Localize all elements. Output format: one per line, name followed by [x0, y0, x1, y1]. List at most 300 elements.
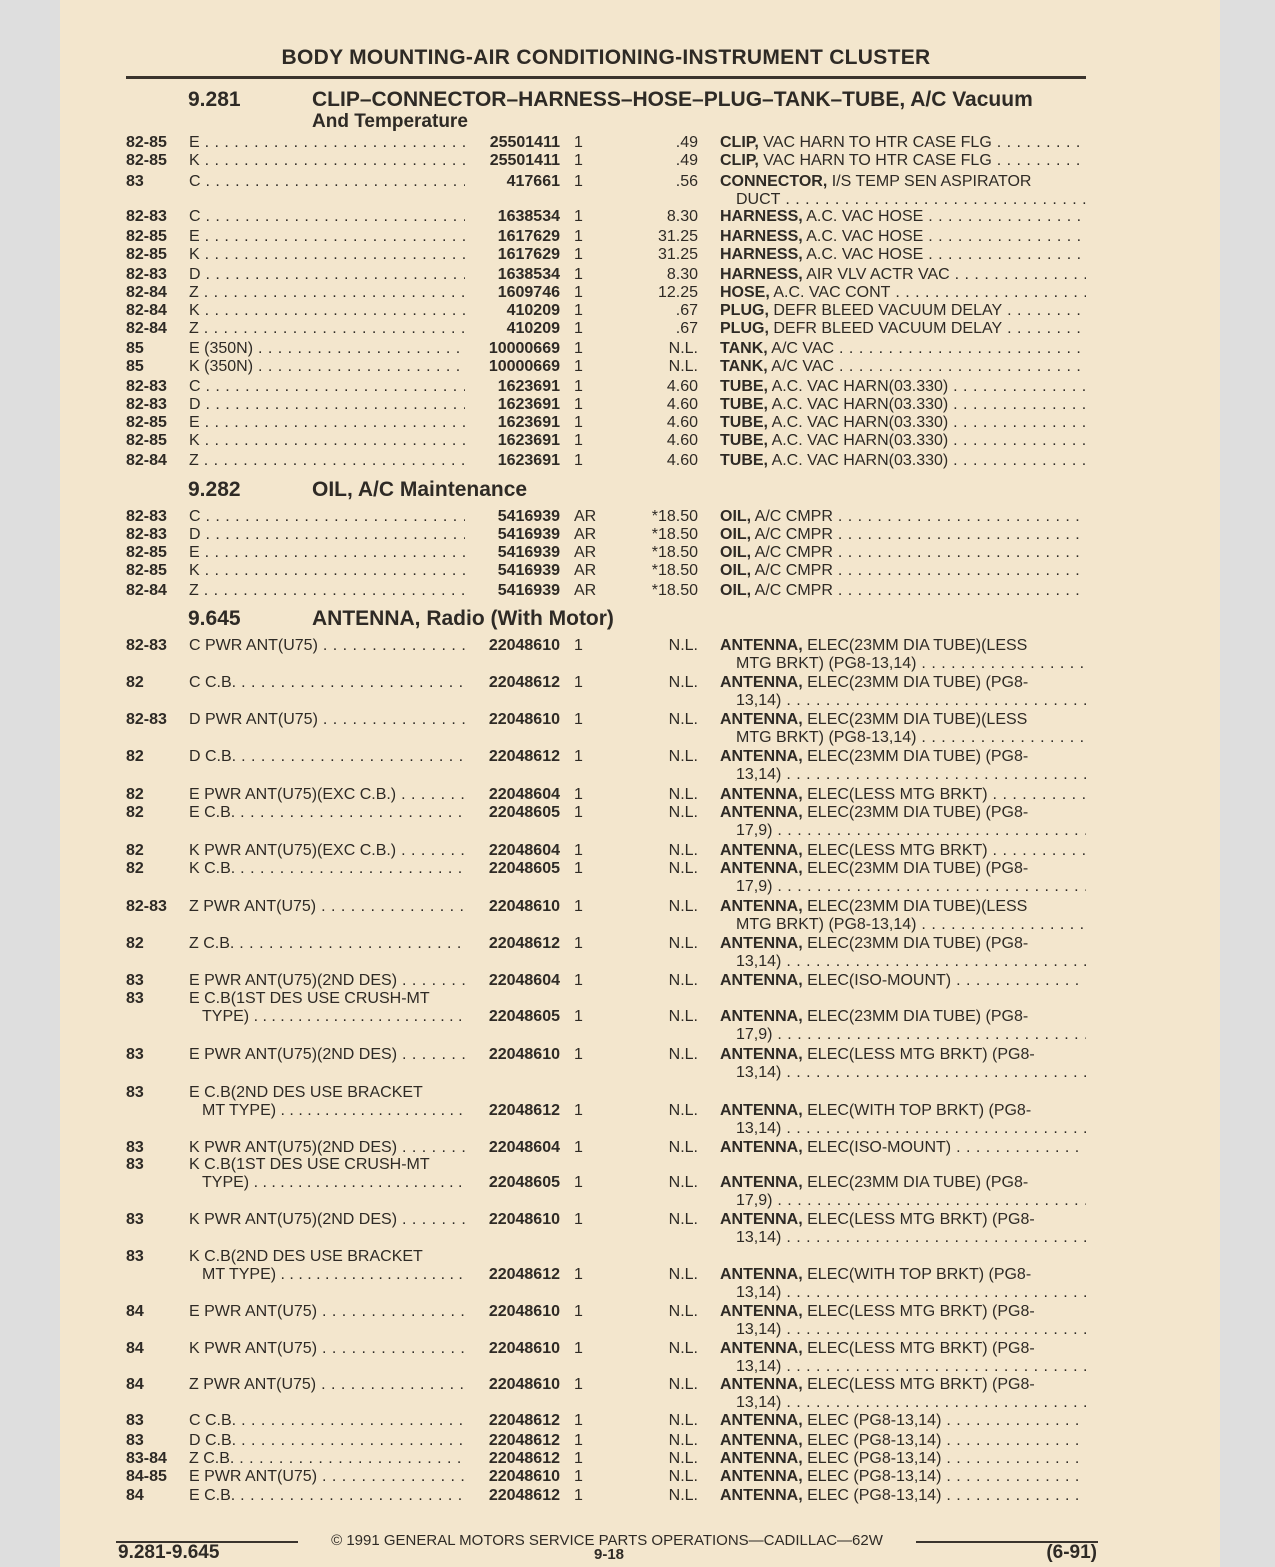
- part-number: 22048604: [488, 972, 560, 989]
- price: N.L.: [668, 1376, 698, 1393]
- price: N.L.: [668, 1340, 698, 1357]
- part-number: 22048610: [488, 1340, 560, 1357]
- section-title: [188, 88, 1033, 131]
- part-description-continued: 17,9) . . .: [736, 878, 1086, 896]
- model-code: D C.B. . . .: [189, 748, 465, 766]
- part-description: [720, 582, 1086, 600]
- part-name: ANTENNA,: [720, 1046, 803, 1063]
- quantity: 1: [574, 935, 583, 952]
- quantity: 1: [574, 1174, 583, 1191]
- year-range: 84: [126, 1487, 144, 1504]
- price: 4.60: [666, 378, 698, 395]
- part-number: 22048612: [488, 1432, 560, 1449]
- part-name: PLUG,: [720, 320, 769, 337]
- model-code: K PWR ANT(U75) . . .: [189, 1340, 465, 1358]
- part-description-continued: 13,14) . . .: [736, 766, 1086, 784]
- table-row: [126, 1468, 1086, 1486]
- part-name: ANTENNA,: [720, 1487, 803, 1504]
- part-description: [720, 711, 1086, 729]
- part-name: ANTENNA,: [720, 1376, 803, 1393]
- year-range: 84: [126, 1376, 144, 1393]
- price: .49: [675, 152, 698, 169]
- year-range: 82-83: [126, 208, 167, 225]
- part-description: [720, 452, 1086, 470]
- part-number: 1617629: [497, 246, 560, 263]
- quantity: 1: [574, 246, 583, 263]
- part-detail: ELEC(23MM DIA TUBE)(LESS: [807, 637, 1028, 654]
- quantity: 1: [574, 1487, 583, 1504]
- model-code: Z PWR ANT(U75) . . .: [189, 1376, 465, 1394]
- model-code: Z C.B. . . .: [189, 935, 465, 953]
- part-description: [720, 340, 1086, 358]
- price: N.L.: [668, 786, 698, 803]
- year-range: 82-85: [126, 544, 167, 561]
- part-detail: ELEC(23MM DIA TUBE) (PG8-: [807, 1174, 1029, 1191]
- year-range: 82-84: [126, 582, 167, 599]
- model-code: C PWR ANT(U75) . . .: [189, 637, 465, 655]
- part-name: ANTENNA,: [720, 1340, 803, 1357]
- part-detail: A/C VAC: [771, 340, 835, 357]
- part-detail: A.C. VAC HOSE: [806, 246, 924, 263]
- model-code: K . . .: [189, 246, 465, 264]
- part-number: 410209: [506, 302, 560, 319]
- model-code: K . . .: [189, 432, 465, 450]
- price: N.L.: [668, 637, 698, 654]
- model-code: Z . . .: [189, 452, 465, 470]
- model-code: C . . .: [189, 208, 465, 226]
- year-range: 82: [126, 860, 144, 877]
- quantity: AR: [574, 508, 597, 525]
- year-range: 82: [126, 786, 144, 803]
- part-description: [720, 320, 1086, 338]
- table-row: [126, 1211, 1086, 1229]
- price: 31.25: [657, 228, 698, 245]
- part-description: [720, 508, 1086, 526]
- part-description: [720, 1174, 1086, 1192]
- part-description: [720, 1432, 1086, 1450]
- price: *18.50: [651, 582, 698, 599]
- year-range: 82-83: [126, 378, 167, 395]
- quantity: AR: [574, 526, 597, 543]
- table-row: [126, 544, 1086, 562]
- model-code: E PWR ANT(U75)(2ND DES) . . .: [189, 1046, 465, 1064]
- part-number: 22048604: [488, 1139, 560, 1156]
- quantity: 1: [574, 1046, 583, 1063]
- part-detail: DEFR BLEED VACUUM DELAY: [773, 320, 1003, 337]
- quantity: AR: [574, 582, 597, 599]
- part-name: OIL,: [720, 582, 752, 599]
- year-range: 82-85: [126, 246, 167, 263]
- year-range: 83: [126, 972, 144, 989]
- year-range: 83: [126, 1412, 144, 1429]
- part-name: OIL,: [720, 508, 752, 525]
- quantity: 1: [574, 173, 583, 190]
- table-row: [126, 508, 1086, 526]
- part-description: [720, 396, 1086, 414]
- part-detail: ELEC(23MM DIA TUBE) (PG8-: [807, 804, 1029, 821]
- quantity: 1: [574, 972, 583, 989]
- table-row: [126, 414, 1086, 432]
- part-number: 22048604: [488, 842, 560, 859]
- table-row: [126, 935, 1086, 953]
- price: *18.50: [651, 508, 698, 525]
- part-description: [720, 804, 1086, 822]
- model-code: K . . .: [189, 562, 465, 580]
- table-row: [126, 748, 1086, 766]
- part-description-continued: 13,14) . . .: [736, 1229, 1086, 1247]
- model-code: E (350N) . . .: [189, 340, 465, 358]
- table-row: [126, 1487, 1086, 1505]
- quantity: 1: [574, 1102, 583, 1119]
- part-name: ANTENNA,: [720, 1412, 803, 1429]
- price: N.L.: [668, 804, 698, 821]
- price: N.L.: [668, 748, 698, 765]
- part-description: [720, 674, 1086, 692]
- quantity: 1: [574, 860, 583, 877]
- quantity: 1: [574, 1211, 583, 1228]
- footer-date: (6-91): [1046, 1542, 1097, 1563]
- part-description: [720, 208, 1086, 226]
- part-name: ANTENNA,: [720, 1102, 803, 1119]
- part-description: [720, 284, 1086, 302]
- table-row: [126, 302, 1086, 320]
- model-code: Z C.B. . . .: [189, 1450, 465, 1468]
- year-range: 82: [126, 674, 144, 691]
- section-subtitle: And Temperature: [312, 111, 468, 132]
- table-row: [126, 266, 1086, 284]
- part-name: ANTENNA,: [720, 1432, 803, 1449]
- part-number: 22048612: [488, 1102, 560, 1119]
- part-description: [720, 228, 1086, 246]
- price: *18.50: [651, 544, 698, 561]
- price: 8.30: [666, 266, 698, 283]
- model-code: D . . .: [189, 396, 465, 414]
- table-row: [126, 246, 1086, 264]
- part-detail: VAC HARN TO HTR CASE FLG: [763, 134, 992, 151]
- model-code: D . . .: [189, 526, 465, 544]
- price: N.L.: [668, 1412, 698, 1429]
- year-range: 82-84: [126, 302, 167, 319]
- part-number: 22048605: [488, 1008, 560, 1025]
- part-name: HARNESS,: [720, 208, 803, 225]
- model-code: Z . . .: [189, 582, 465, 600]
- part-name: OIL,: [720, 544, 752, 561]
- part-number: 5416939: [497, 508, 560, 525]
- part-description: [720, 786, 1086, 804]
- price: 4.60: [666, 432, 698, 449]
- model-code: C . . .: [189, 378, 465, 396]
- part-number: 22048610: [488, 711, 560, 728]
- part-description: [720, 1468, 1086, 1486]
- part-description: [720, 637, 1086, 655]
- quantity: 1: [574, 1468, 583, 1485]
- part-detail: ELEC(23MM DIA TUBE)(LESS: [807, 711, 1028, 728]
- price: N.L.: [668, 1487, 698, 1504]
- part-name: TUBE,: [720, 432, 768, 449]
- model-code: E . . .: [189, 414, 465, 432]
- price: N.L.: [668, 935, 698, 952]
- table-row: [126, 898, 1086, 916]
- price: N.L.: [668, 1450, 698, 1467]
- part-number: 22048612: [488, 1412, 560, 1429]
- year-range: 82: [126, 748, 144, 765]
- part-number: 1623691: [497, 378, 560, 395]
- quantity: 1: [574, 1008, 583, 1025]
- part-description-continued: MTG BRKT) (PG8-13,14) . . .: [736, 916, 1086, 934]
- model-code-continued: TYPE) . . .: [202, 1174, 464, 1192]
- quantity: 1: [574, 1266, 583, 1283]
- part-number: 22048604: [488, 786, 560, 803]
- part-description: [720, 562, 1086, 580]
- table-row: [126, 284, 1086, 302]
- year-range: 83: [126, 1248, 144, 1265]
- part-detail: ELEC(LESS MTG BRKT) (PG8-: [807, 1046, 1035, 1063]
- table-row: [126, 378, 1086, 396]
- part-name: ANTENNA,: [720, 711, 803, 728]
- table-row: [126, 842, 1086, 860]
- quantity: 1: [574, 134, 583, 151]
- part-detail: A.C. VAC HOSE: [806, 208, 924, 225]
- model-code-continued: MT TYPE) . . .: [202, 1266, 464, 1284]
- part-name: CLIP,: [720, 134, 759, 151]
- year-range: 82-84: [126, 284, 167, 301]
- price: N.L.: [668, 1211, 698, 1228]
- quantity: 1: [574, 1450, 583, 1467]
- year-range: 85: [126, 358, 144, 375]
- part-description-continued: 13,14) . . .: [736, 1120, 1086, 1138]
- part-description: [720, 173, 1086, 191]
- price: N.L.: [668, 1102, 698, 1119]
- part-number: 1617629: [497, 228, 560, 245]
- price: 31.25: [657, 246, 698, 263]
- price: N.L.: [668, 1303, 698, 1320]
- model-code: Z . . .: [189, 284, 465, 302]
- part-description-continued: 13,14) . . .: [736, 1358, 1086, 1376]
- price: N.L.: [668, 1139, 698, 1156]
- table-row: [126, 1248, 1086, 1284]
- part-number: 410209: [506, 320, 560, 337]
- part-name: OIL,: [720, 562, 752, 579]
- part-number: 1609746: [497, 284, 560, 301]
- price: 4.60: [666, 452, 698, 469]
- quantity: AR: [574, 544, 597, 561]
- quantity: 1: [574, 804, 583, 821]
- part-description-continued: MTG BRKT) (PG8-13,14) . . .: [736, 655, 1086, 673]
- quantity: 1: [574, 1376, 583, 1393]
- year-range: 82-85: [126, 414, 167, 431]
- quantity: 1: [574, 748, 583, 765]
- table-row: [126, 358, 1086, 376]
- part-number: 25501411: [489, 152, 560, 169]
- part-detail: VAC HARN TO HTR CASE FLG: [763, 152, 992, 169]
- model-code: E PWR ANT(U75) . . .: [189, 1468, 465, 1486]
- part-number: 22048612: [488, 748, 560, 765]
- section-name: CLIP–CONNECTOR–HARNESS–HOSE–PLUG–TANK–TUBE, A/C Vacuum: [312, 88, 1033, 111]
- quantity: 1: [574, 711, 583, 728]
- quantity: 1: [574, 786, 583, 803]
- part-detail: ELEC(ISO-MOUNT): [807, 1139, 952, 1156]
- year-range: 85: [126, 340, 144, 357]
- quantity: 1: [574, 1303, 583, 1320]
- part-number: 417661: [506, 173, 560, 190]
- part-number: 5416939: [497, 582, 560, 599]
- model-code: C . . .: [189, 173, 465, 191]
- part-detail: ELEC(LESS MTG BRKT) (PG8-: [807, 1340, 1035, 1357]
- part-number: 5416939: [497, 544, 560, 561]
- quantity: 1: [574, 1412, 583, 1429]
- part-description-continued: 17,9) . . .: [736, 1192, 1086, 1210]
- table-row: [126, 711, 1086, 729]
- part-name: TUBE,: [720, 396, 768, 413]
- table-row: [126, 562, 1086, 580]
- part-description: [720, 414, 1086, 432]
- part-number: 22048612: [488, 674, 560, 691]
- part-number: 22048610: [488, 1468, 560, 1485]
- table-row: [126, 972, 1086, 990]
- quantity: 1: [574, 674, 583, 691]
- quantity: 1: [574, 302, 583, 319]
- part-description: [720, 1303, 1086, 1321]
- price: *18.50: [651, 562, 698, 579]
- part-detail: A.C. VAC HARN(03.330): [771, 378, 949, 395]
- part-detail: ELEC (PG8-13,14): [807, 1432, 942, 1449]
- part-description: [720, 134, 1086, 152]
- part-description: [720, 1008, 1086, 1026]
- part-detail: ELEC(23MM DIA TUBE)(LESS: [807, 898, 1028, 915]
- part-name: ANTENNA,: [720, 674, 803, 691]
- year-range: 82: [126, 842, 144, 859]
- quantity: 1: [574, 452, 583, 469]
- table-row: [126, 786, 1086, 804]
- price: .67: [675, 302, 698, 319]
- part-detail: ELEC (PG8-13,14): [807, 1450, 942, 1467]
- part-name: CONNECTOR,: [720, 173, 828, 190]
- quantity: 1: [574, 284, 583, 301]
- part-detail: ELEC(LESS MTG BRKT) (PG8-: [807, 1303, 1035, 1320]
- model-code: Z . . .: [189, 320, 465, 338]
- model-code: Z PWR ANT(U75) . . .: [189, 898, 465, 916]
- model-code: E PWR ANT(U75) . . .: [189, 1303, 465, 1321]
- year-range: 82-85: [126, 152, 167, 169]
- section-number: 9.645: [188, 607, 241, 630]
- year-range: 83-84: [126, 1450, 167, 1467]
- price: N.L.: [668, 1266, 698, 1283]
- part-number: 22048605: [488, 1174, 560, 1191]
- quantity: 1: [574, 842, 583, 859]
- price: N.L.: [668, 1174, 698, 1191]
- table-row: [126, 396, 1086, 414]
- table-row: [126, 860, 1086, 878]
- year-range: 82-84: [126, 452, 167, 469]
- part-name: TUBE,: [720, 414, 768, 431]
- year-range: 83: [126, 1211, 144, 1228]
- table-row: [126, 582, 1086, 600]
- year-range: 82-83: [126, 526, 167, 543]
- price: .56: [675, 173, 698, 190]
- part-name: ANTENNA,: [720, 1139, 803, 1156]
- model-code: D C.B. . . .: [189, 1432, 465, 1450]
- part-detail: ELEC(23MM DIA TUBE) (PG8-: [807, 1008, 1029, 1025]
- part-name: HARNESS,: [720, 228, 803, 245]
- price: N.L.: [668, 358, 698, 375]
- model-code: E . . .: [189, 228, 465, 246]
- quantity: 1: [574, 378, 583, 395]
- part-name: ANTENNA,: [720, 1211, 803, 1228]
- part-description-continued: 13,14) . . .: [736, 953, 1086, 971]
- model-code: K PWR ANT(U75)(2ND DES) . . .: [189, 1139, 465, 1157]
- year-range: 84: [126, 1303, 144, 1320]
- part-number: 22048610: [488, 1211, 560, 1228]
- table-row: [126, 152, 1086, 170]
- table-row: [126, 1139, 1086, 1157]
- part-number: 10000669: [488, 340, 560, 357]
- model-code: C C.B. . . .: [189, 674, 465, 692]
- table-row: [126, 1450, 1086, 1468]
- part-detail: ELEC(23MM DIA TUBE) (PG8-: [807, 674, 1029, 691]
- part-description: [720, 432, 1086, 450]
- table-row: [126, 674, 1086, 692]
- part-detail: A/C CMPR: [754, 508, 833, 525]
- part-name: ANTENNA,: [720, 898, 803, 915]
- part-name: ANTENNA,: [720, 804, 803, 821]
- part-detail: ELEC(LESS MTG BRKT) (PG8-: [807, 1376, 1035, 1393]
- year-range: 82-85: [126, 228, 167, 245]
- year-range: 83: [126, 1432, 144, 1449]
- table-row: [126, 1156, 1086, 1192]
- table-row: [126, 1412, 1086, 1430]
- year-range: 82-83: [126, 711, 167, 728]
- part-number: 1623691: [497, 432, 560, 449]
- part-detail: ELEC(LESS MTG BRKT): [807, 786, 988, 803]
- quantity: 1: [574, 152, 583, 169]
- part-number: 22048605: [488, 860, 560, 877]
- footer-page-number: 9-18: [594, 1546, 625, 1563]
- part-description: [720, 378, 1086, 396]
- part-name: ANTENNA,: [720, 935, 803, 952]
- quantity: 1: [574, 320, 583, 337]
- part-number: 5416939: [497, 526, 560, 543]
- part-number: 22048610: [488, 898, 560, 915]
- year-range: 83: [126, 1084, 144, 1101]
- model-code: E PWR ANT(U75)(2ND DES) . . .: [189, 972, 465, 990]
- model-code: E PWR ANT(U75)(EXC C.B.) . . .: [189, 786, 465, 804]
- model-code: E C.B. . . .: [189, 1487, 465, 1505]
- section-title: [188, 607, 614, 631]
- price: N.L.: [668, 711, 698, 728]
- year-range: 84: [126, 1340, 144, 1357]
- price: N.L.: [668, 340, 698, 357]
- model-code: D PWR ANT(U75) . . .: [189, 711, 465, 729]
- year-range: 83: [126, 1046, 144, 1063]
- part-detail: A.C. VAC HOSE: [806, 228, 924, 245]
- price: N.L.: [668, 1468, 698, 1485]
- part-detail: ELEC (PG8-13,14): [807, 1412, 942, 1429]
- part-name: HOSE,: [720, 284, 770, 301]
- price: 8.30: [666, 208, 698, 225]
- price: 4.60: [666, 414, 698, 431]
- section-number: 9.282: [188, 478, 241, 501]
- part-number: 1638534: [497, 266, 560, 283]
- table-row: [126, 804, 1086, 822]
- part-number: 22048612: [488, 1266, 560, 1283]
- quantity: 1: [574, 1139, 583, 1156]
- part-detail: A/C CMPR: [754, 544, 833, 561]
- part-description: [720, 246, 1086, 264]
- year-range: 82-85: [126, 562, 167, 579]
- part-name: ANTENNA,: [720, 1450, 803, 1467]
- table-row: [126, 1046, 1086, 1064]
- part-description-continued: DUCT . . .: [736, 191, 1086, 209]
